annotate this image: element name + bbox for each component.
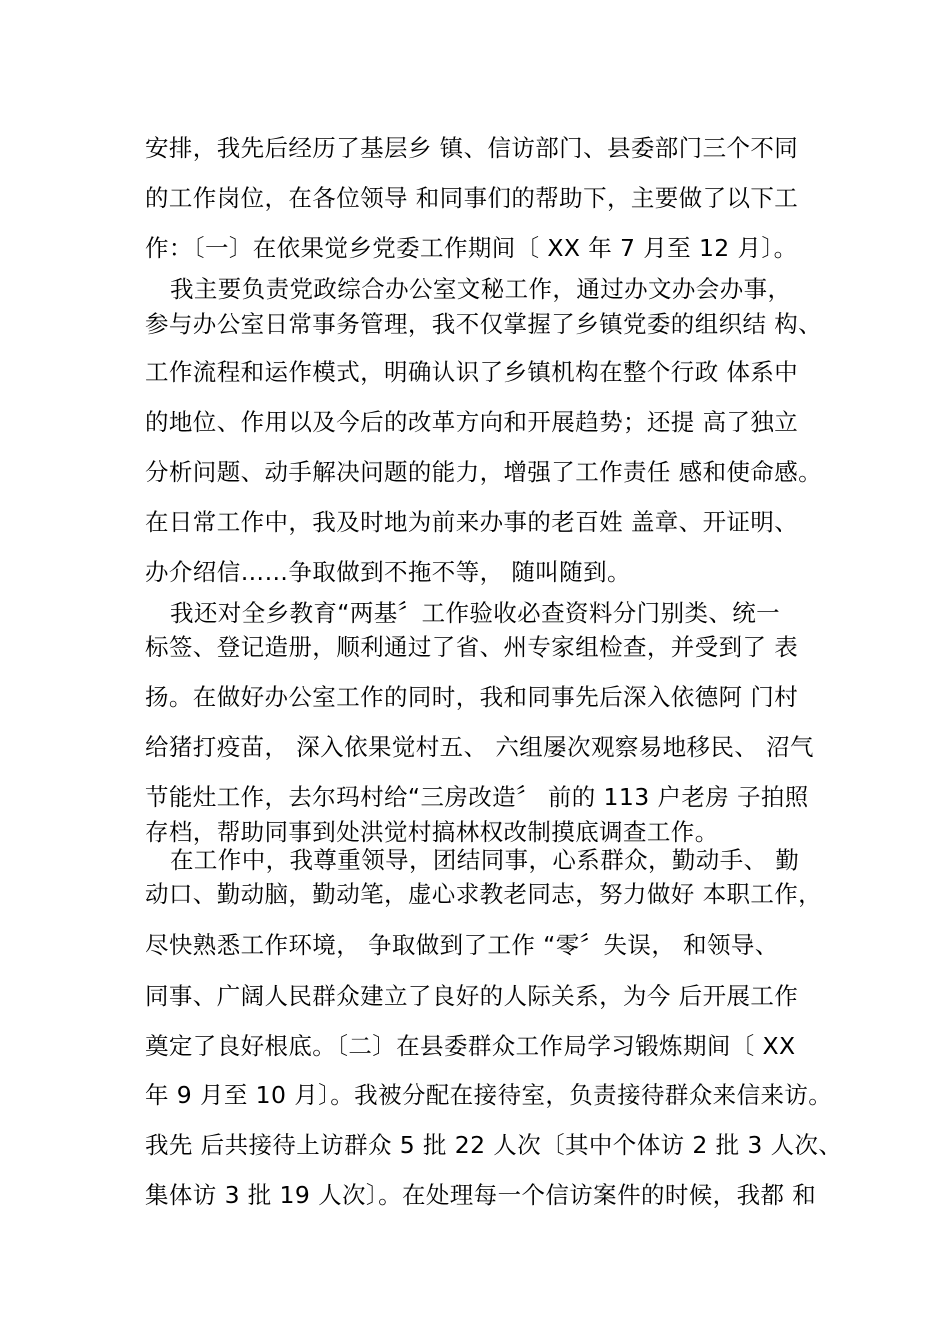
text-line: 存档，帮助同事到处洪觉村搞林权改制摸底调查工作。	[145, 818, 719, 846]
text-line: 作：〔一〕在依果觉乡党委工作期间〔 XX 年 7 月至 12 月〕。	[145, 234, 798, 262]
text-line: 参与办公室日常事务管理，我不仅掌握了乡镇党委的组织结 构、	[145, 310, 823, 338]
text-line: 同事、广阔人民群众建立了良好的人际关系，为今 后开展工作	[145, 982, 799, 1010]
text-line: 的工作岗位，在各位领导 和同事们的帮助下，主要做了以下工	[145, 184, 799, 212]
text-line: 分析问题、动手解决问题的能力，增强了工作责任 感和使命感。	[145, 458, 823, 486]
paragraph-first-line: 我主要负责党政综合办公室文秘工作，通过办文办会办事，	[170, 275, 792, 303]
text-line: 年 9 月至 10 月〕。我被分配在接待室，负责接待群众来信来访。	[145, 1081, 833, 1109]
paragraph-first-line: 我还对全乡教育“两基〞工作验收必查资料分门别类、统一	[170, 599, 781, 627]
text-line: 扬。在做好办公室工作的同时，我和同事先后深入依德阿 门村	[145, 683, 799, 711]
text-line: 集体访 3 批 19 人次〕。在处理每一个信访案件的时候，我都 和	[145, 1181, 817, 1209]
text-line: 标签、登记造册，顺利通过了省、州专家组检查，并受到了 表	[145, 633, 799, 661]
text-line: 安排，我先后经历了基层乡 镇、信访部门、县委部门三个不同	[145, 134, 799, 162]
text-line: 工作流程和运作模式，明确认识了乡镇机构在整个行政 体系中	[145, 358, 799, 386]
text-line: 的地位、作用以及今后的改革方向和开展趋势；还提 高了独立	[145, 408, 799, 436]
paragraph-first-line: 在工作中，我尊重领导，团结同事，心系群众，勤动手、 勤	[170, 846, 800, 874]
text-line: 办介绍信……争取做到不拖不等， 随叫随到。	[145, 558, 631, 586]
text-line: 我先 后共接待上访群众 5 批 22 人次〔其中个体访 2 批 3 人次、	[145, 1131, 843, 1159]
text-line: 给猪打疫苗， 深入依果觉村五、 六组屡次观察易地移民、 沼气	[145, 733, 814, 761]
text-line: 节能灶工作，去尔玛村给“三房改造〞 前的 113 户老房 子拍照	[145, 783, 809, 811]
text-line: 动口、勤动脑，勤动笔，虚心求教老同志，努力做好 本职工作，	[145, 880, 823, 908]
text-line: 在日常工作中，我及时地为前来办事的老百姓 盖章、开证明、	[145, 508, 799, 536]
text-line: 奠定了良好根底。〔二〕在县委群众工作局学习锻炼期间〔 XX	[145, 1032, 796, 1060]
text-line: 尽快熟悉工作环境， 争取做到了工作 “零〞失误， 和领导、	[145, 931, 779, 959]
